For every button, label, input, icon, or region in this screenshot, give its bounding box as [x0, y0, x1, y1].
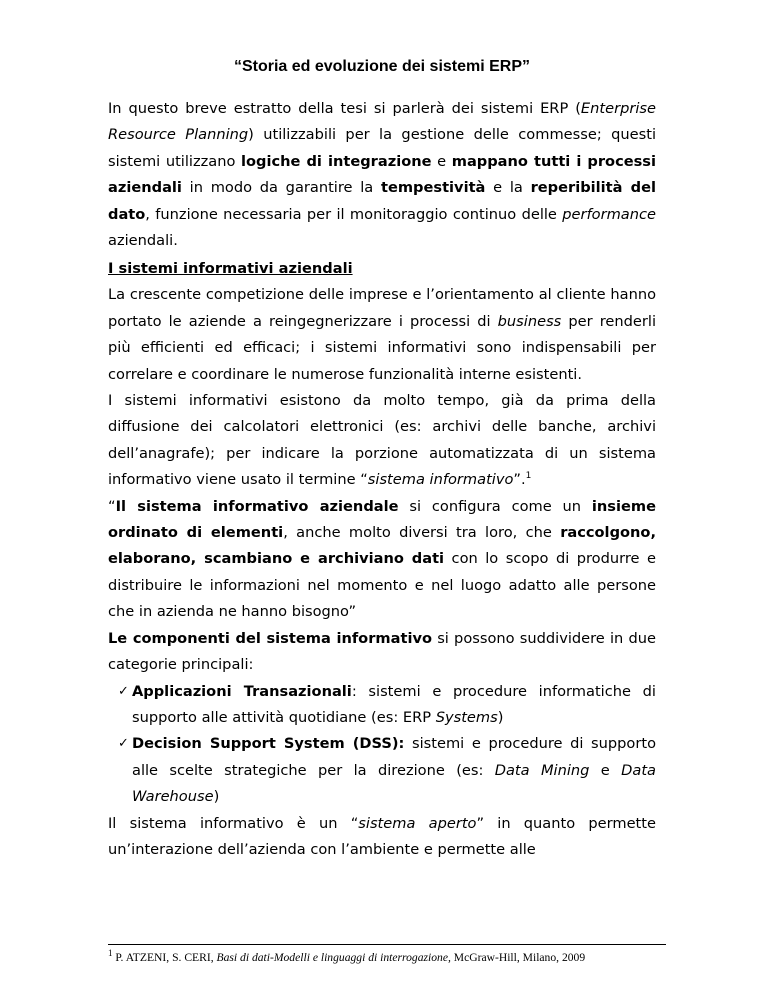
text-run: con lo scopo di produrre e distribuire le informazioni nel momento e nel luogo adatto alle persone che in azienda ne hanno bisogno”: [108, 550, 656, 621]
text-run: performance: [562, 205, 656, 223]
section-heading: I sistemi informativi aziendali: [108, 260, 353, 277]
text-run: si configura come un: [398, 497, 592, 515]
text-run: e: [431, 152, 452, 170]
text-run: reperibilità del dato: [108, 179, 656, 223]
text-run: Data Mining: [494, 761, 590, 779]
paragraph-4: [108, 626, 656, 679]
text-run: P. ATZENI, S. CERI,: [112, 951, 217, 964]
text-run: La crescente competizione delle imprese e l’orientamento al cliente hanno portato le aziende a reingegnerizzare i processi di: [108, 286, 656, 330]
paragraph-1: [108, 282, 656, 388]
text-run: Il sistema informativo è un “: [108, 814, 359, 832]
text-run: e: [589, 761, 622, 779]
paragraph-3-quote: [108, 494, 656, 626]
text-run: Data Warehouse: [132, 761, 656, 806]
text-run: , funzione necessaria per il monitoraggio continuo delle: [145, 205, 563, 223]
text-run: Systems: [435, 708, 498, 726]
text-run: McGraw-Hill, Milano, 2009: [450, 951, 586, 964]
text-run: tempestività: [380, 179, 486, 197]
list-item: [118, 731, 657, 810]
text-run: Enterprise Resource Planning: [108, 100, 656, 144]
text-run: si possono suddividere in due categorie principali:: [108, 629, 656, 674]
text-run: In questo breve estratto della tesi si parlerà dei sistemi ERP (: [108, 100, 581, 117]
text-run: sistemi e procedure di supporto alle scelte strategiche per la direzione (es:: [132, 735, 657, 779]
checklist: [108, 679, 656, 811]
text-run: : sistemi e procedure informatiche di supporto alle attività quotidiane (es: ERP: [132, 682, 656, 726]
checkmark-icon: ✓: [118, 683, 129, 699]
text-run: aziendali.: [108, 232, 178, 250]
text-run: insieme ordinato di elementi: [108, 497, 656, 542]
text-run: Decision Support System (DSS):: [132, 735, 405, 753]
text-run: Applicazioni Transazionali: [132, 682, 352, 700]
text-run: business: [497, 312, 562, 330]
text-run: I sistemi informativi esistono da molto tempo, già da prima della diffusione dei calcolatori elettronici (es: archivi delle banche, archivi dell’anagrafe); per indicare la porzione automatizzata di un sistema informativo viene usato il termine “: [108, 392, 656, 489]
paragraph-5: [108, 811, 656, 864]
intro-paragraph: [108, 96, 656, 254]
text-run: e la: [485, 179, 531, 197]
text-run: sistema aperto: [358, 814, 477, 832]
footnote-reference[interactable]: 1: [525, 471, 532, 482]
list-item: [118, 679, 656, 732]
text-run: raccolgono, elaborano, scambiano e archiviano dati: [108, 524, 656, 568]
text-run: ” in quanto permette un’interazione dell’azienda con l’ambiente e permette alle: [108, 814, 656, 858]
text-run: “: [108, 497, 116, 515]
text-run: ”.: [513, 471, 526, 489]
text-run: logiche di integrazione: [241, 152, 432, 170]
text-run: ): [497, 708, 504, 726]
text-run: Il sistema informativo aziendale: [115, 497, 399, 515]
text-run: ): [213, 788, 220, 806]
footnote: [108, 950, 668, 965]
text-run: sistema informativo: [367, 471, 514, 489]
document-title: “Storia ed evoluzione dei sistemi ERP”: [233, 58, 531, 75]
text-run: ) utilizzabili per la gestione delle commesse; questi sistemi utilizzano: [108, 126, 657, 170]
text-run: in modo da garantire la: [181, 179, 381, 197]
checkmark-icon: ✓: [118, 736, 129, 752]
footnote-number: 1: [108, 948, 113, 959]
section-body: [108, 256, 656, 863]
text-run: , anche molto diversi tra loro, che: [283, 524, 561, 542]
text-run: per renderli più efficienti ed efficaci; i sistemi informativi sono indispensabili per correlare e coordinare le numerose funzionalità interne esistenti.: [108, 312, 657, 383]
text-run: Basi di dati-Modelli e linguaggi di interrogazione,: [216, 951, 451, 964]
paragraph-2: [108, 388, 656, 494]
text-run: Le componenti del sistema informativo: [108, 629, 432, 647]
footnote-separator: [108, 944, 666, 945]
text-run: mappano tutti i processi aziendali: [108, 152, 656, 197]
